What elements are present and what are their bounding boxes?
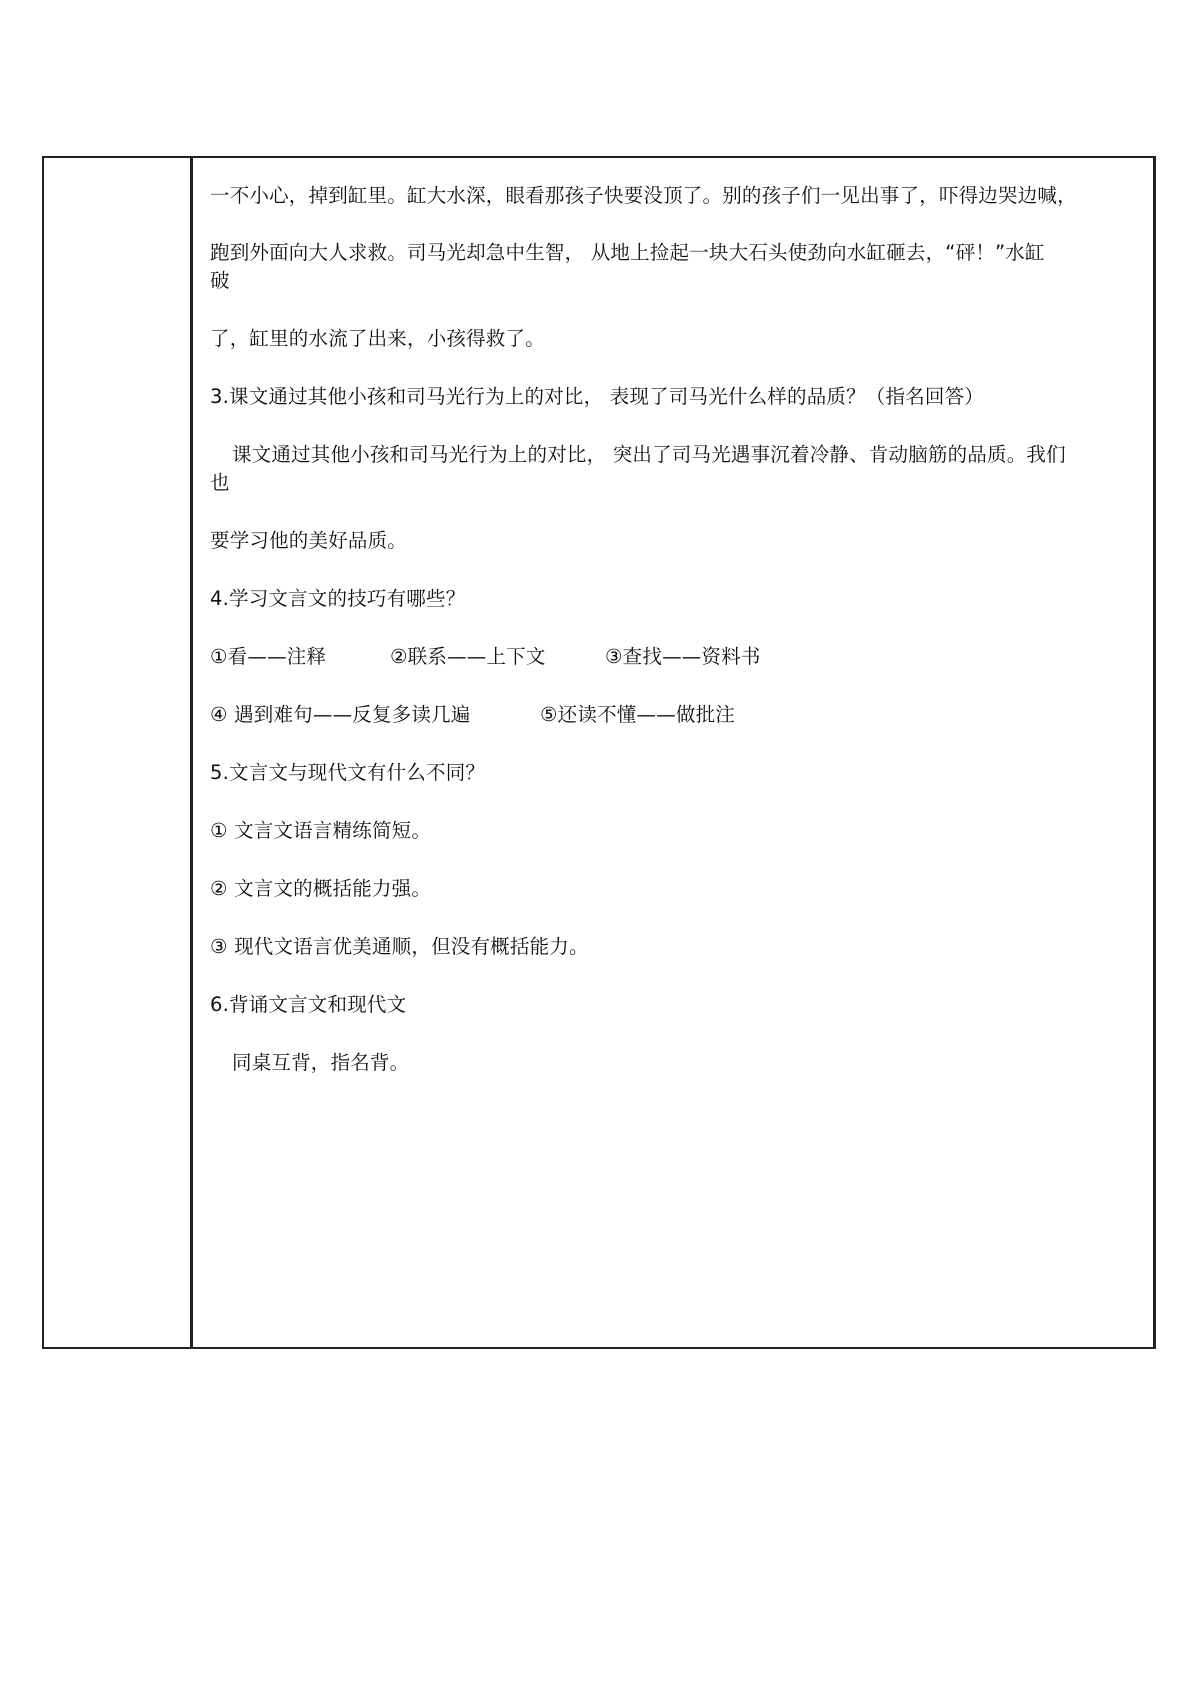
question-4-options-row-2 (210, 699, 1141, 730)
option-context: ②联系——上下文 (390, 645, 546, 668)
question-4: 4.学习文言文的技巧有哪些？ (210, 587, 466, 610)
answer-5-item-3: ③ 现代文语言优美通顺，但没有概括能力。 (210, 935, 589, 958)
option-annotate: ⑤还读不懂——做批注 (540, 703, 735, 726)
story-line-2-wrap: 破 (210, 269, 230, 292)
answer-3-line-2: 要学习他的美好品质。 (210, 529, 408, 552)
question-5: 5.文言文与现代文有什么不同？ (210, 761, 486, 784)
question-4-options-row-1 (210, 641, 1141, 672)
option-annotation: ①看——注释 (210, 645, 327, 668)
question-6: 6.背诵文言文和现代文 (210, 993, 407, 1016)
story-line-2: 跑到外面向大人求救。司马光却急中生智， 从地上捡起一块大石头使劲向水缸砸去，“砰！”水缸 (210, 241, 1045, 264)
option-reread: ④ 遇到难句——反复多读几遍 (210, 703, 471, 726)
lesson-table (42, 156, 1156, 1349)
answer-6: 同桌互背，指名背。 (232, 1051, 410, 1074)
content-cell (196, 158, 1153, 1347)
story-line-1: 一不小心，掉到缸里。缸大水深，眼看那孩子快要没顶了。别的孩子们一见出事了，吓得边哭边喊， (210, 184, 1077, 207)
answer-5-item-2: ② 文言文的概括能力强。 (210, 877, 432, 900)
answer-3-line-1: 课文通过其他小孩和司马光行为上的对比， 突出了司马光遇事沉着冷静、肯动脑筋的品质。我们 (232, 443, 1066, 466)
answer-5-item-1: ① 文言文语言精练简短。 (210, 819, 432, 842)
label-cell (44, 158, 193, 1347)
question-3: 3.课文通过其他小孩和司马光行为上的对比， 表现了司马光什么样的品质？（指名回答） (210, 385, 985, 408)
story-line-3: 了，缸里的水流了出来，小孩得救了。 (210, 327, 545, 350)
option-reference: ③查找——资料书 (605, 645, 761, 668)
answer-3-line-1-wrap: 也 (210, 471, 230, 494)
